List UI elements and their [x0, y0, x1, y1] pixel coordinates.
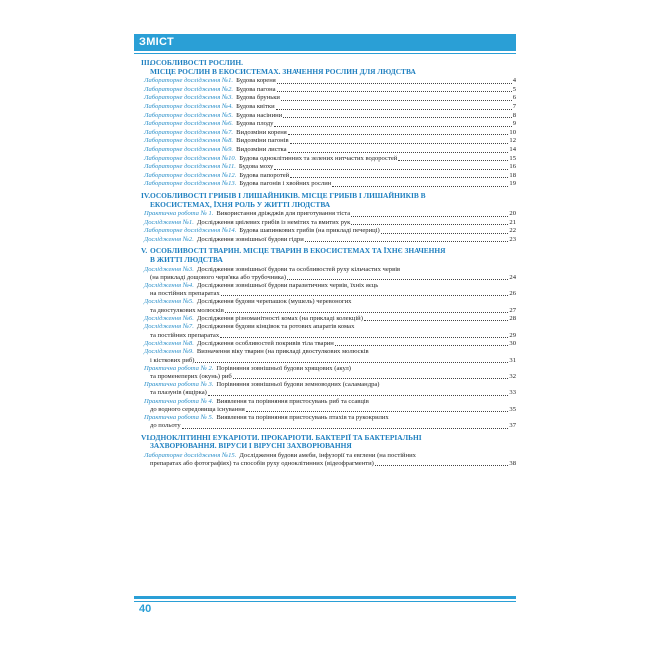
- toc-entry-line-2: [144, 290, 516, 298]
- dot-leader: [277, 91, 512, 92]
- toc-entry-list: [141, 266, 516, 431]
- toc-entry-label: Дослідження №2.: [144, 235, 194, 243]
- toc-entry-page: 35: [509, 405, 516, 413]
- toc-entry[interactable]: [144, 348, 516, 364]
- section-title-line: МІСЦЕ РОСЛИН В ЕКОСИСТЕМАХ. ЗНАЧЕННЯ РОСЛИН ДЛЯ ЛЮДСТВА: [150, 66, 416, 76]
- toc-entry-text: Видозміни листка: [236, 145, 287, 153]
- toc-entry-text-cont: препаратах або фотографіях) та способів руху одноклітинних (відеофрагменти): [150, 459, 374, 467]
- toc-entry[interactable]: [144, 323, 516, 339]
- toc-entry-label: Лабораторне дослідження №3.: [144, 94, 234, 102]
- toc-entry-label: Практична робота № 1.: [144, 210, 214, 218]
- toc-entry-text: Будова папоротей: [239, 171, 290, 179]
- toc-entry-label: Лабораторне дослідження №9.: [144, 145, 234, 153]
- toc-section: [134, 192, 516, 245]
- dot-leader: [287, 279, 508, 280]
- toc-section: [134, 434, 516, 469]
- toc-entry-label: Лабораторне дослідження №14.: [144, 227, 237, 235]
- toc-entry-label: Дослідження №9.: [144, 348, 194, 356]
- header-divider: [134, 53, 516, 54]
- toc-entry[interactable]: [144, 282, 516, 298]
- dot-leader: [220, 337, 508, 338]
- toc-entry-line-2: [144, 389, 516, 397]
- toc-entry-text: Будова насінини: [236, 111, 283, 119]
- toc-entry-text-cont: до водного середовища існування: [150, 405, 245, 413]
- dot-leader: [351, 224, 508, 225]
- toc-entry-text: Дослідження різноманітності комах (на прикладі колекцій): [196, 314, 363, 322]
- toc-entry-text-cont: та плазунів (ящірка): [150, 389, 207, 397]
- page-number: 40: [139, 603, 152, 615]
- toc-entry[interactable]: [144, 315, 516, 324]
- toc-entry-page: 30: [509, 339, 516, 347]
- dot-leader: [276, 109, 512, 110]
- section-number: VI.: [141, 432, 152, 442]
- section-number: V.: [141, 246, 148, 256]
- toc-entry-page: 6: [512, 94, 516, 102]
- toc-entry-text: Дослідження будови черепашок (мушель) черевоногих: [196, 298, 352, 306]
- toc-entry-line-1: [144, 452, 516, 460]
- toc-entry-text-cont: та постійних препаратах: [150, 331, 220, 339]
- toc-entry-page: 31: [509, 356, 516, 364]
- toc-entry[interactable]: [144, 452, 516, 468]
- toc-entry-label: Лабораторне дослідження №15.: [144, 451, 237, 459]
- toc-entry[interactable]: [144, 103, 516, 112]
- dot-leader: [398, 160, 508, 161]
- dot-leader: [225, 312, 509, 313]
- toc-entry-label: Лабораторне дослідження №1.: [144, 77, 234, 85]
- toc-entry-page: 10: [509, 128, 516, 136]
- section-title: [141, 192, 516, 209]
- toc-entry-page: 18: [509, 171, 516, 179]
- toc-entry-text: Дослідження будови амеби, інфузорії та евглени (на постійних: [239, 451, 416, 459]
- toc-entry[interactable]: [144, 146, 516, 155]
- toc-entry-label: Практична робота № 2.: [144, 364, 214, 372]
- toc-entry[interactable]: [144, 163, 516, 172]
- toc-entry-page: 14: [509, 145, 516, 153]
- toc-entry-label: Дослідження №1.: [144, 218, 194, 226]
- toc-entry[interactable]: [144, 414, 516, 430]
- toc-entry-page: 37: [509, 422, 516, 430]
- dot-leader: [290, 143, 509, 144]
- toc-entry-line-1: [144, 381, 516, 389]
- toc-entry[interactable]: [144, 137, 516, 146]
- dot-leader: [381, 233, 509, 234]
- toc-entry-text: Визначення віку тварин (на прикладі двостулкових молюсків: [196, 348, 369, 356]
- section-title-line: ОДНОКЛІТИННІ ЕУКАРІОТИ. ПРОКАРІОТИ. БАКТЕРІЇ ТА БАКТЕРІАЛЬНІ: [150, 432, 422, 442]
- toc-section: [134, 247, 516, 430]
- dot-leader: [246, 411, 509, 412]
- toc-entry-text: Виявлення та порівняння пристосувань птахів та рукокрилих: [216, 414, 389, 422]
- toc-entry-page: 20: [509, 210, 516, 218]
- toc-entry-page: 12: [509, 137, 516, 145]
- toc-entry-text: Будова одноклітинних та зелених нитчастих водоростей: [239, 154, 398, 162]
- toc-entry-page: 9: [512, 120, 516, 128]
- toc-entry-label: Дослідження №7.: [144, 323, 194, 331]
- toc-entry-text-cont: до польоту: [150, 422, 181, 430]
- toc-entry-page: 27: [509, 306, 516, 314]
- toc-entry-line-1: [144, 282, 516, 290]
- dot-leader: [274, 126, 511, 127]
- toc-entry[interactable]: [144, 210, 516, 219]
- toc-entry[interactable]: [144, 120, 516, 129]
- toc-entry-text: Будова квітки: [236, 102, 275, 110]
- dot-leader: [375, 465, 509, 466]
- toc-entry[interactable]: [144, 298, 516, 314]
- toc-entry-text: Будова бруньки: [236, 94, 280, 102]
- dot-leader: [277, 83, 512, 84]
- toc-entry[interactable]: [144, 219, 516, 228]
- toc-entry-text: Видозміни кореня: [236, 128, 287, 136]
- toc-entry-text: Будова шапинкових грибів (на прикладі печериці): [239, 227, 380, 235]
- toc-entry-line-1: [144, 365, 516, 373]
- toc-entry-line-1: [144, 348, 516, 356]
- dot-leader: [195, 362, 508, 363]
- toc-entry-text: Дослідження цвілевих грибів із немітих та вмитих рук: [196, 218, 351, 226]
- toc-entry[interactable]: [144, 381, 516, 397]
- section-title-line: ОСОБЛИВОСТІ РОСЛИН.: [150, 58, 243, 67]
- toc-entry-page: 16: [509, 163, 516, 171]
- toc-entry-line-1: [144, 323, 516, 331]
- toc-entry-page: 24: [509, 273, 516, 281]
- dot-leader: [182, 428, 509, 429]
- section-title: [141, 434, 516, 451]
- toc-entry-text: Дослідження будови кінцівок та ротових апаратів комах: [196, 323, 355, 331]
- section-title-line: В ЖИТТІ ЛЮДСТВА: [150, 255, 223, 265]
- toc-entry[interactable]: [144, 86, 516, 95]
- toc-entry-line-2: [144, 332, 516, 340]
- toc-entry-label: Лабораторне дослідження №11.: [144, 163, 236, 171]
- toc-entry-label: Лабораторне дослідження №12.: [144, 171, 237, 179]
- section-title: [141, 247, 516, 264]
- toc-entry-label: Практична робота № 3.: [144, 381, 214, 389]
- toc-entry-text: Використання дріжджів для приготування тіста: [216, 210, 351, 218]
- section-number: IV.: [141, 190, 151, 200]
- dot-leader: [208, 395, 509, 396]
- toc-entry-page: 23: [509, 235, 516, 243]
- toc-entry-label: Лабораторне дослідження №7.: [144, 128, 234, 136]
- toc-entry-label: Дослідження №8.: [144, 339, 194, 347]
- toc-entry-page: 8: [512, 111, 516, 119]
- toc-entry-label: Дослідження №3.: [144, 265, 194, 273]
- section-number: III.: [141, 58, 152, 67]
- toc-entry-line-2: [144, 307, 516, 315]
- toc-entry-page: 33: [509, 389, 516, 397]
- toc-entry[interactable]: [144, 172, 516, 181]
- toc-entry-page: 22: [509, 227, 516, 235]
- toc-entry-text: Видозміни пагонів: [236, 137, 289, 145]
- toc-entry-label: Дослідження №5.: [144, 298, 194, 306]
- toc-entry-page: 28: [509, 314, 516, 322]
- toc-section: [134, 59, 516, 189]
- dot-leader: [335, 345, 509, 346]
- toc-entry[interactable]: [144, 77, 516, 86]
- toc-entry-page: 29: [509, 331, 516, 339]
- toc-entry-text-cont: на постійних препаратах: [150, 290, 220, 298]
- toc-entry-line-2: [144, 422, 516, 430]
- footer-rule-thin: [134, 601, 516, 602]
- toc-entry-list: [141, 452, 516, 468]
- toc-entry-page: 4: [512, 77, 516, 85]
- toc-entry-page: 15: [509, 154, 516, 162]
- toc-header-bar: [134, 34, 516, 51]
- toc-entry-text: Виявлення та порівняння пристосувань риб та ссавців: [216, 397, 369, 405]
- toc-entry-page: 19: [509, 180, 516, 188]
- toc-entry-text-cont: (на прикладі дощового черв'яка або трубочника): [150, 273, 287, 281]
- toc-entry-line-1: [144, 414, 516, 422]
- toc-entry-page: 5: [512, 85, 516, 93]
- toc-entry-text-cont: та променеперих (окунь) риб: [150, 373, 232, 381]
- toc-entry[interactable]: [144, 112, 516, 121]
- dot-leader: [288, 152, 509, 153]
- dot-leader: [364, 320, 509, 321]
- dot-leader: [290, 177, 508, 178]
- section-title-line: ОСОБЛИВОСТІ ГРИБІВ І ЛИШАЙНИКІВ. МІСЦЕ ГРИБІВ І ЛИШАЙНИКІВ В: [150, 190, 426, 200]
- toc-entry-label: Лабораторне дослідження №6.: [144, 120, 234, 128]
- toc-entry-page: 7: [512, 102, 516, 110]
- toc-entry-line-2: [144, 274, 516, 282]
- toc-page: [134, 34, 516, 616]
- dot-leader: [283, 117, 512, 118]
- toc-entry-list: [141, 210, 516, 244]
- toc-entry-label: Лабораторне дослідження №2.: [144, 85, 234, 93]
- toc-entry-text: Порівняння зовнішньої будови хрящових (акул): [216, 364, 351, 372]
- toc-entry[interactable]: [144, 180, 516, 189]
- toc-entry-page: 32: [509, 373, 516, 381]
- toc-entry-label: Лабораторне дослідження №8.: [144, 137, 234, 145]
- dot-leader: [305, 241, 509, 242]
- toc-entry[interactable]: [144, 227, 516, 236]
- dot-leader: [288, 134, 509, 135]
- toc-entry-page: 21: [509, 218, 516, 226]
- toc-entry-label: Дослідження №6.: [144, 314, 194, 322]
- toc-entry-label: Практична робота № 5.: [144, 414, 214, 422]
- dot-leader: [281, 100, 512, 101]
- toc-entry-list: [141, 77, 516, 189]
- toc-entry[interactable]: [144, 94, 516, 103]
- section-title: [141, 59, 516, 76]
- dot-leader: [351, 216, 508, 217]
- toc-entry[interactable]: [144, 340, 516, 349]
- toc-entry[interactable]: [144, 365, 516, 381]
- toc-entry-text: Дослідження зовнішньої будови та особливостей руху кільчастих червів: [196, 265, 401, 273]
- toc-entry-label: Лабораторне дослідження №5.: [144, 111, 234, 119]
- toc-entry-line-2: [144, 373, 516, 381]
- section-title-line: ЗАХВОРЮВАННЯ. ВІРУСИ І ВІРУСНІ ЗАХВОРЮВАННЯ: [150, 441, 352, 451]
- section-title-line: ЕКОСИСТЕМАХ, ЇХНЯ РОЛЬ У ЖИТТІ ЛЮДСТВА: [150, 199, 331, 209]
- toc-entry-label: Лабораторне дослідження №13.: [144, 180, 237, 188]
- toc-content: [134, 56, 516, 468]
- toc-header-title: ЗМІСТ: [139, 36, 174, 48]
- toc-entry-label: Дослідження №4.: [144, 282, 194, 290]
- toc-entry-text: Будова пагонів і хвойних рослин: [239, 180, 332, 188]
- toc-entry-text: Будова кореня: [236, 77, 276, 85]
- toc-entry-line-1: [144, 398, 516, 406]
- toc-entry[interactable]: [144, 129, 516, 138]
- toc-entry-page: 26: [509, 290, 516, 298]
- toc-entry-text: Будова пагона: [236, 85, 276, 93]
- dot-leader: [233, 378, 509, 379]
- toc-entry-text: Дослідження зовнішньої будови паразитичних червів, їхніх яєць: [196, 282, 379, 290]
- toc-entry-text-cont: та двостулкових молюсків: [150, 306, 224, 314]
- toc-entry-label: Лабораторне дослідження №10.: [144, 154, 237, 162]
- toc-entry-line-1: [144, 266, 516, 274]
- toc-entry[interactable]: [144, 155, 516, 164]
- toc-entry-text: Дослідження зовнішньої будови гідри: [196, 235, 304, 243]
- toc-entry[interactable]: [144, 236, 516, 245]
- toc-entry-text: Будова плоду: [236, 120, 274, 128]
- toc-entry-text: Порівняння зовнішньої будови земноводних (саламандра): [216, 381, 380, 389]
- toc-entry-label: Практична робота № 4.: [144, 397, 214, 405]
- toc-entry-page: 38: [509, 459, 516, 467]
- toc-entry-text: Дослідження особливостей покривів тіла тварин: [196, 339, 334, 347]
- toc-entry[interactable]: [144, 398, 516, 414]
- toc-entry-line-2: [144, 460, 516, 468]
- toc-entry-text-cont: і кісткових риб): [150, 356, 195, 364]
- dot-leader: [332, 186, 508, 187]
- section-title-line: ОСОБЛИВОСТІ ТВАРИН. МІСЦЕ ТВАРИН В ЕКОСИСТЕМАХ ТА ЇХНЄ ЗНАЧЕННЯ: [150, 246, 446, 256]
- toc-entry-text: Будова моху: [238, 163, 274, 171]
- toc-entry[interactable]: [144, 266, 516, 282]
- toc-entry-line-2: [144, 357, 516, 365]
- toc-entry-line-2: [144, 406, 516, 414]
- dot-leader: [221, 295, 509, 296]
- dot-leader: [274, 169, 508, 170]
- toc-entry-line-1: [144, 298, 516, 306]
- toc-entry-label: Лабораторне дослідження №4.: [144, 102, 234, 110]
- footer-rule-thick: [134, 596, 516, 599]
